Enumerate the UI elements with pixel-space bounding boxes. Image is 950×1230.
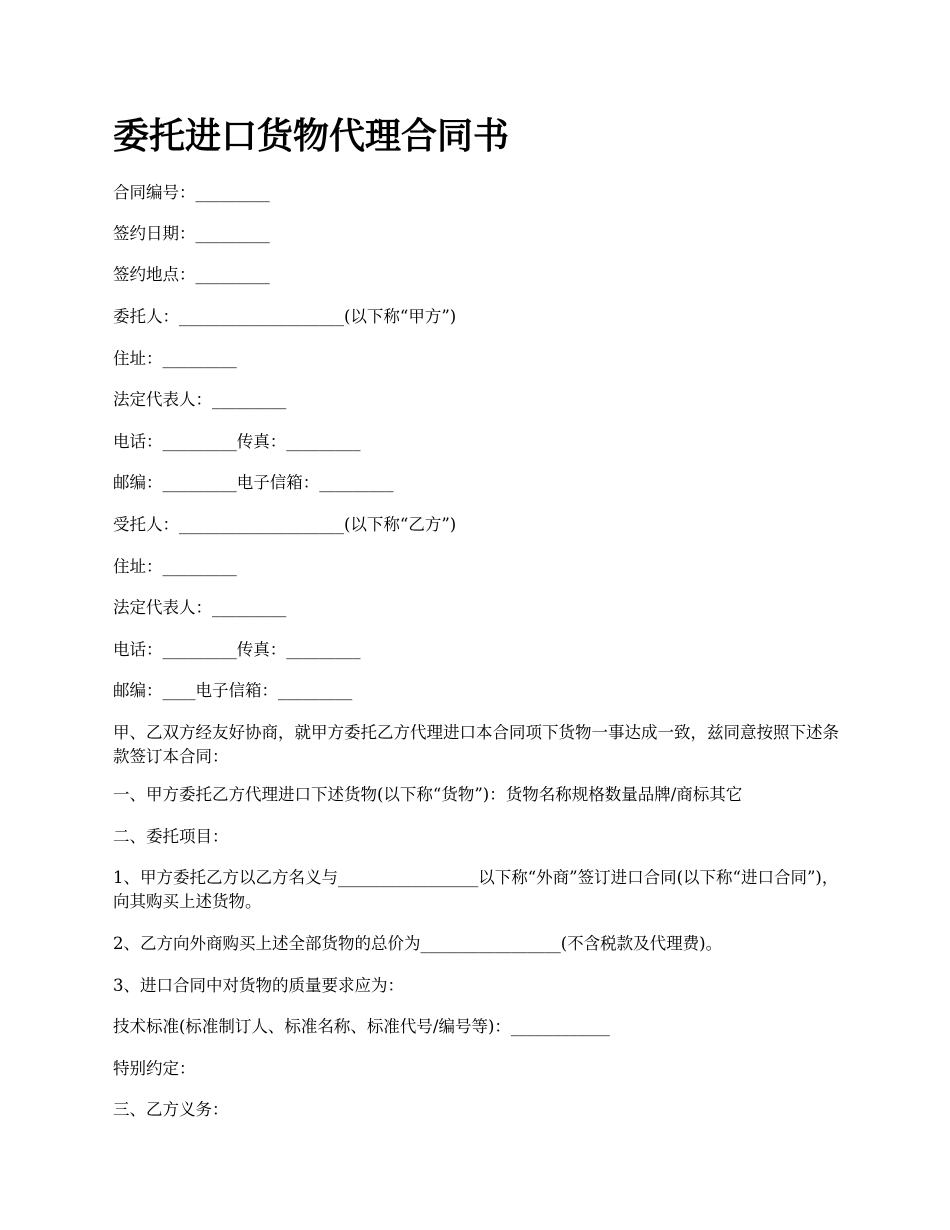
clause-two-item-2: 2、乙方向外商购买上述全部货物的总价为_________________(不含税款及代理费)。 [113,934,723,953]
clause-three-heading: 三、乙方义务： [113,1100,229,1119]
clause-two-heading: 二、委托项目： [113,827,229,846]
principal-postcode-email-line: 邮编：_________电子信箱：_________ [113,473,394,492]
principal-address-line: 住址：_________ [113,349,237,368]
clause-one-paragraph: 一、甲方委托乙方代理进口下述货物(以下称“货物”)：货物名称规格数量品牌/商标其它 [113,785,743,804]
signing-place-line: 签约地点：_________ [113,265,270,284]
agent-line: 受托人：____________________(以下称“乙方”) [113,515,457,534]
principal-representative-line: 法定代表人：_________ [113,390,287,409]
document-title: 委托进口货物代理合同书 [113,115,510,157]
principal-phone-fax-line: 电话：_________传真：_________ [113,432,361,451]
principal-line: 委托人：____________________(以下称“甲方”) [113,307,457,326]
contract-number-line: 合同编号：_________ [113,183,270,202]
preamble-paragraph: 甲、乙双方经友好协商，就甲方委托乙方代理进口本合同项下货物一事达成一致，兹同意按照下述条款签订本合同： [113,723,839,766]
clause-two-item-1: 1、甲方委托乙方以乙方名义与_________________以下称“外商”签订进口合同(以下称“进口合同”)，向其购买上述货物。 [113,868,839,911]
technical-standard-line: 技术标准(标准制订人、标准名称、标准代号/编号等)：____________ [113,1017,610,1036]
agent-representative-line: 法定代表人：_________ [113,598,287,617]
clause-two-item-3: 3、进口合同中对货物的质量要求应为： [113,976,404,995]
signing-date-line: 签约日期：_________ [113,224,270,243]
agent-address-line: 住址：_________ [113,557,237,576]
agent-phone-fax-line: 电话：_________传真：_________ [113,640,361,659]
agent-postcode-email-line: 邮编：____电子信箱：_________ [113,681,353,700]
special-agreement-line: 特别约定： [113,1059,196,1078]
